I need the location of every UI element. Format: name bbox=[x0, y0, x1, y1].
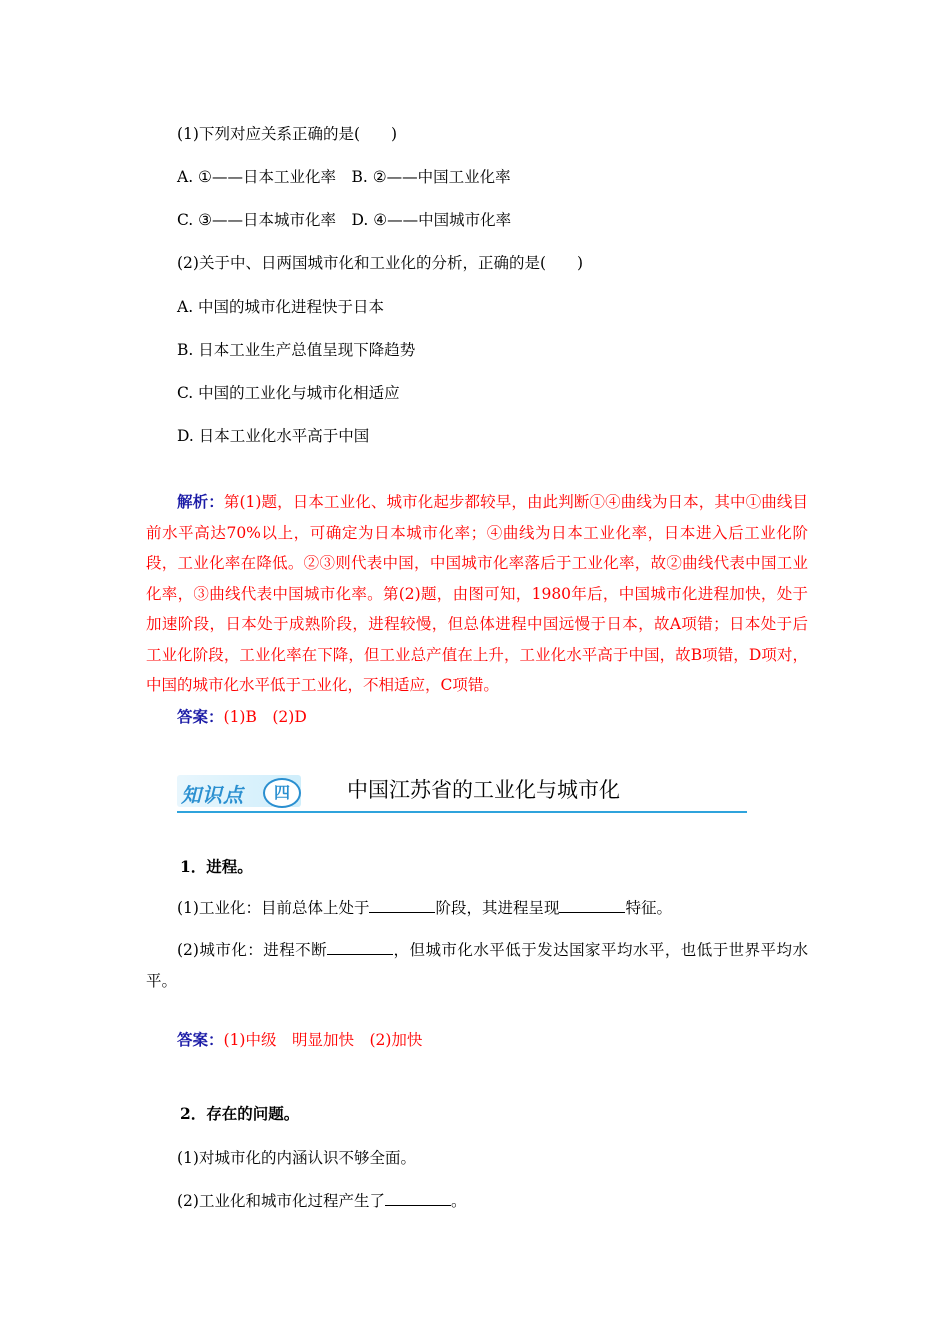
q2-option-a: A. 中国的城市化进程快于日本 bbox=[177, 298, 385, 316]
answer-1-label: 答案： bbox=[177, 707, 224, 726]
q2-option-c: C. 中国的工业化与城市化相适应 bbox=[177, 384, 400, 402]
part2-heading: 2．存在的问题。 bbox=[180, 1104, 300, 1123]
q2-option-b: B. 日本工业生产总值呈现下降趋势 bbox=[177, 341, 416, 359]
part1-line2-text-a: (2)城市化：进程不断 bbox=[177, 941, 328, 959]
q1-options-cd: C. ③——日本城市化率 D. ④——中国城市化率 bbox=[177, 211, 512, 229]
part2-line2-text-a: (2)工业化和城市化过程产生了 bbox=[177, 1192, 385, 1210]
section-title: 中国江苏省的工业化与城市化 bbox=[347, 778, 620, 802]
blank-1 bbox=[369, 898, 435, 913]
q2-option-d: D. 日本工业化水平高于中国 bbox=[177, 427, 370, 445]
part2-line2-text-b: 。 bbox=[450, 1192, 467, 1210]
section-header bbox=[177, 770, 747, 813]
q1-stem: (1)下列对应关系正确的是( ) bbox=[177, 125, 398, 143]
section-badge bbox=[177, 775, 301, 807]
part1-line1 bbox=[177, 898, 672, 918]
blank-4 bbox=[385, 1191, 451, 1206]
part1-line2 bbox=[146, 935, 808, 996]
analysis-block bbox=[146, 487, 808, 701]
answer-2-label: 答案： bbox=[177, 1030, 224, 1049]
blank-3 bbox=[327, 940, 393, 955]
section-badge-text: 知识点 bbox=[181, 783, 244, 807]
q1-options-ab: A. ①——日本工业化率 B. ②——中国工业化率 bbox=[177, 168, 511, 186]
analysis-label: 解析： bbox=[177, 492, 224, 511]
answer-2-text: (1)中级 明显加快 (2)加快 bbox=[223, 1031, 423, 1049]
part1-line1-text-c: 特征。 bbox=[625, 899, 672, 917]
part1-line1-text-a: (1)工业化：目前总体上处于 bbox=[177, 899, 370, 917]
analysis-text: 第(1)题，日本工业化、城市化起步都较早，由此判断①④曲线为日本，其中①曲线目前水平高达70%以上，可确定为日本城市化率；④曲线为日本工业化率，日本进入后工业化阶段，工业化率在降低。②③则代表中国，中国城市化率落后于工业化率，故②曲线代表中国工业化率，③曲线代表中国城市化率。第(2)题，由图可知，1980年后，中国城市化进程加快，处于加速阶段，日本处于成熟阶段，进程较慢，但总体进程中国远慢于日本，故A项错；日本处于后工业化阶段，工业化率在下降，但工业总产值在上升，工业化水平高于中国，故B项错，D项对，中国的城市化水平低于工业化，不相适应，C项错。 bbox=[146, 493, 808, 694]
part2-line2 bbox=[177, 1191, 466, 1211]
blank-2 bbox=[559, 898, 625, 913]
section-badge-number: 四 bbox=[263, 778, 301, 808]
answer-1-text: (1)B (2)D bbox=[223, 708, 307, 726]
part1-line2-text-b: ，但城市化水平低于发达国家平均水平，也低于世界平均水平。 bbox=[146, 941, 808, 990]
q2-stem: (2)关于中、日两国城市化和工业化的分析，正确的是( ) bbox=[177, 254, 584, 272]
answer-1 bbox=[177, 707, 307, 727]
part2-line1: (1)对城市化的内涵认识不够全面。 bbox=[177, 1149, 416, 1167]
part1-line1-text-b: 阶段，其进程呈现 bbox=[435, 899, 560, 917]
part1-heading: 1．进程。 bbox=[180, 857, 253, 876]
answer-2 bbox=[177, 1030, 422, 1050]
